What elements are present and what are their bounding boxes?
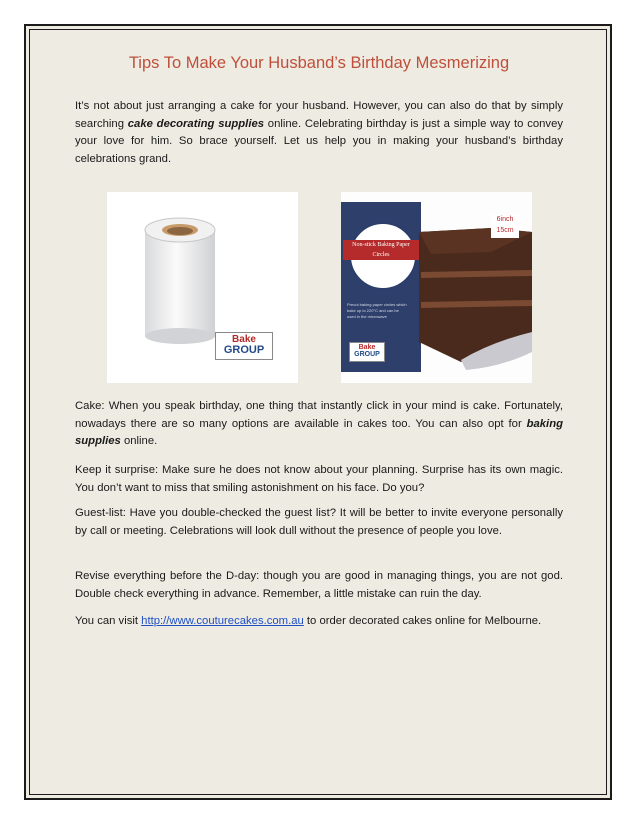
intro-paragraph bbox=[75, 98, 563, 168]
visit-text-end: to order decorated cakes online for Melbourne. bbox=[303, 615, 542, 627]
bake-group-logo: Bake GROUP bbox=[215, 332, 273, 360]
page-title: Tips To Make Your Husband’s Birthday Mesmerizing bbox=[128, 54, 510, 72]
cake-text-start: Cake: When you speak birthday, one thing that instantly click in your mind is cake. Fortunately, nowadays there are so many options are available in cakes too. You can also opt for bbox=[75, 400, 563, 430]
cake-paragraph bbox=[75, 398, 563, 451]
couture-cakes-link[interactable]: http://www.couturecakes.com.au bbox=[141, 615, 304, 627]
guest-list-paragraph: Guest-list: Have you double-checked the guest list? It will be better to invite everyone personally by call or meeting. Celebrations will look dull without the presence of people you love. bbox=[75, 507, 563, 537]
visit-text-start: You can visit bbox=[75, 615, 142, 627]
intro-bold-phrase: cake decorating supplies bbox=[127, 117, 265, 130]
revise-paragraph: Revise everything before the D-day: though you are good in managing things, you are not god. Double check everything in advance. Remember, a little mistake can ruin the day. bbox=[75, 570, 563, 600]
visit-paragraph bbox=[75, 613, 563, 631]
product-description-text: Precut baking paper circles which bake up to 220°C and can be used in the microwave bbox=[347, 302, 407, 319]
baking-paper-roll-image bbox=[107, 192, 298, 383]
surprise-paragraph: Keep it surprise: Make sure he does not know about your planning. Surprise has its own magic. You don’t want to miss that smiling astonishment on his face. Do you? bbox=[75, 464, 563, 494]
cake-bold-phrase: baking supplies bbox=[75, 417, 563, 448]
product-badge-ribbon: Non-stick Baking Paper Circles bbox=[343, 240, 419, 260]
paper-roll-illustration bbox=[135, 216, 225, 346]
chocolate-cake-image bbox=[341, 192, 532, 383]
intro-text-start: It’s not about just arranging a cake for your husband. However, you can also do that by simply searching bbox=[75, 100, 563, 130]
cake-text-end: online. bbox=[120, 435, 158, 448]
bake-group-logo-small: Bake GROUP bbox=[349, 342, 385, 362]
size-tag: 6inch 15cm bbox=[491, 214, 519, 238]
intro-text-end: online. Celebrating birthday is just a simple way to convey your love for him. So brace yourself. Let us help you in making your husband’s birthday celebrations grand. bbox=[75, 117, 563, 165]
